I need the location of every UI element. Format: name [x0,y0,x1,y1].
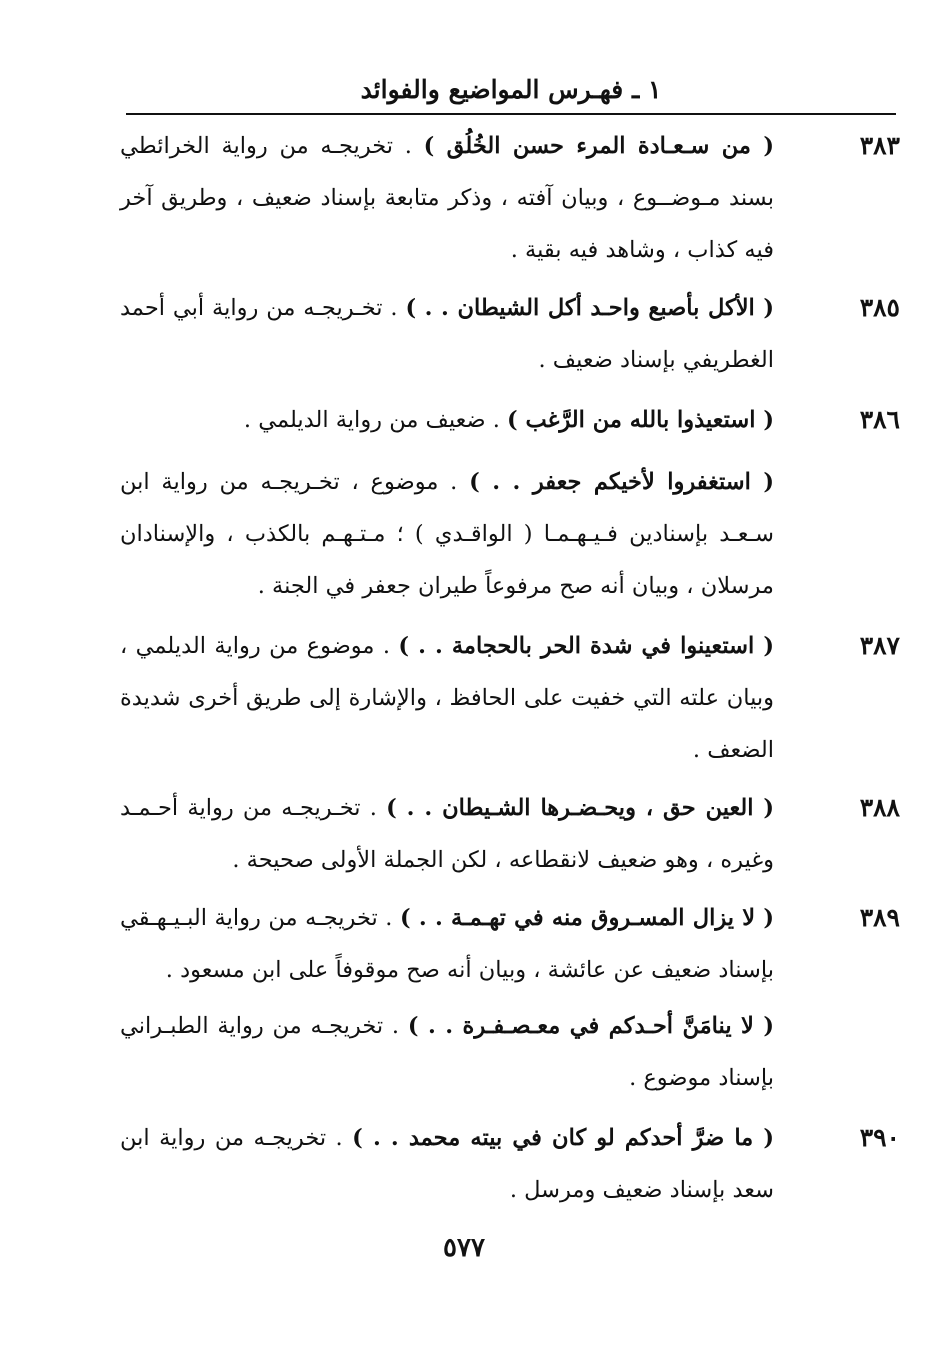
page-header-title: ١ ـ فهـرس المواضيع والفوائد [360,75,662,104]
index-entry [120,892,900,996]
index-entry [120,1000,900,1104]
hadith-title: ( الأكل بأصبع واحـد أكل الشيطان . . ) [405,295,774,321]
hadith-title: ( ما ضرَّ أحدكم لو كان في بيته محمد . . ) [352,1125,775,1151]
entry-text [120,782,774,886]
entry-description: . تخـريجـه من رواية أحـمـد وغيره ، وهو ضعيف لانقطاعه ، لكن الجملة الأولى صحيحة . [120,795,774,873]
entry-description: . موضوع ، تخـريجـه من رواية ابن سـعـد بإسنادين فـيـهـمـا ( الواقـدي ) ؛ مـتـهـم بالكذب ، والإسنادان مرسلان ، وبيان أنه صح مرفوعاً طيران جعفر في الجنة . [120,469,774,599]
index-entry [120,620,900,776]
hadith-title: ( العين حق ، ويحـضـرها الشـيطان . . ) [386,795,774,821]
entry-text [120,394,774,446]
hadith-title: ( من سـعـادة المرء حسن الخُلُق ) [423,133,775,159]
entry-number: ٣٨٧ [859,631,900,660]
hadith-title: ( استغفروا لأخيكم جعفر . . ) [469,469,775,495]
entry-text [120,1112,774,1216]
entry-description: . تخريجـه من رواية الطبـراني بإسناد موضوع . [120,1013,774,1091]
entry-description: . تخـريجـه من رواية أبي أحمد الغطريفي بإسناد ضعيف . [120,295,774,373]
index-entry [120,120,900,270]
index-entry [120,1112,900,1216]
hadith-title: ( استعيذوا بالله من الرَّغب ) [507,407,774,433]
entry-text [120,892,774,996]
entry-number: ٣٩٠ [859,1123,900,1152]
entry-text [120,120,774,276]
hadith-title: ( لا يزال المسـروق منه في تهـمـة . . ) [400,905,774,931]
entry-number: ٣٨٣ [859,131,900,160]
entry-number: ٣٨٦ [859,405,900,434]
entry-description: . تخريجـه من رواية الخرائطي بسند مـوضــوع ، وبيان آفته ، وذكر متابعة بإسناد ضعيف ، وطريق آخر فيه كذاب ، وشاهد فيه بقية . [120,133,774,263]
entry-description: . تخريجـه من رواية البـيـهـقي بإسناد ضعيف عن عائشة ، وبيان أنه صح موقوفاً على ابن مسعود . [120,905,774,983]
page-number: ٥٧٧ [443,1233,485,1263]
index-entry [120,782,900,886]
entry-number: ٣٨٨ [859,793,900,822]
entry-text [120,282,774,386]
header-divider [126,113,896,115]
index-entry [120,282,900,386]
index-entry [120,456,900,612]
hadith-title: ( استعينوا في شدة الحر بالحجامة . . ) [398,633,774,659]
entry-number: ٣٨٥ [859,293,900,322]
entry-description: . تخريجـه من رواية ابن سعد بإسناد ضعيف ومرسل . [120,1125,774,1203]
entry-number: ٣٨٩ [859,903,900,932]
entry-text [120,620,774,776]
hadith-title: ( لا ينامَنَّ أحـدكم في معـصـفـرة . . ) [407,1013,774,1039]
entry-text [120,1000,774,1104]
index-entry [120,394,900,446]
entry-text [120,456,774,612]
entry-description: . ضعيف من رواية الديلمي . [243,407,508,433]
entry-description: . موضوع من رواية الديلمي ، وبيان علته التي خفيت على الحافظ ، والإشارة إلى طريق أخرى شديدة الضعف . [120,633,774,763]
